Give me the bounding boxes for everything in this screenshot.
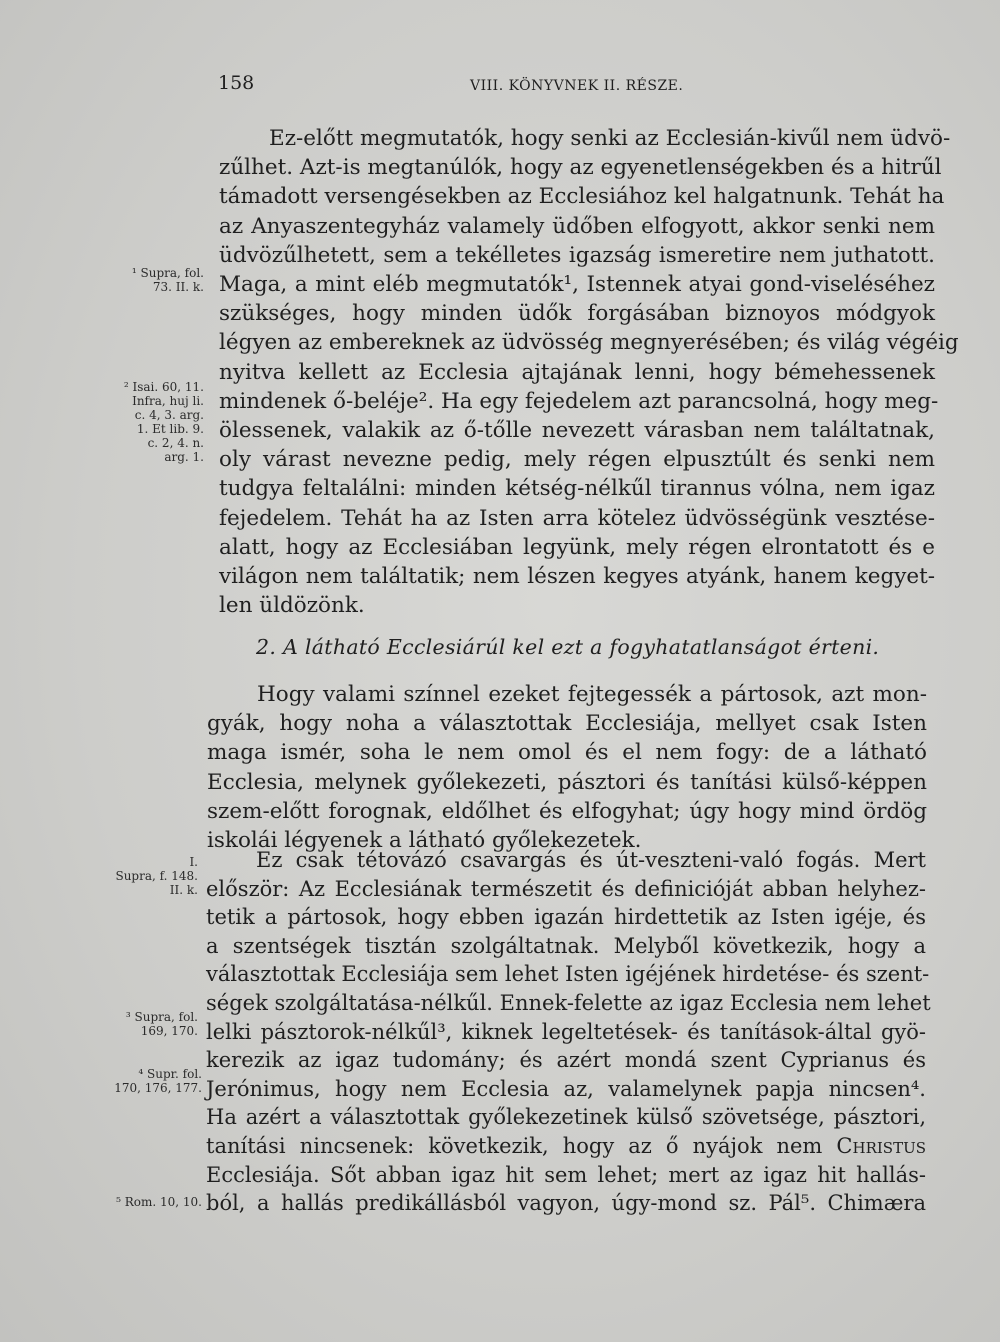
text-line: nyitva kellett az Ecclesia ajtajának lenni, hogy bémehessenek [219, 359, 935, 385]
text-line: Ecclesiája. Sőt abban igaz hit sem lehet; mert az igaz hit hallás- [206, 1162, 926, 1187]
margin-note: I. Supra, f. 148. II. k. [115, 855, 198, 897]
text-fragment: tanítási nincsenek: következik, hogy az ő nyájok nem [206, 1133, 823, 1158]
text-line: légyen az embereknek az üdvösség megnyerésében; és világ végéig [219, 330, 959, 356]
text-line: kerezik az igaz tudomány; és azért mondá szent Cyprianus és [206, 1048, 926, 1073]
text-line: az Anyaszentegyház valamely üdőben elfogyott, akkor senki nem [219, 213, 935, 239]
page-number: 158 [218, 72, 255, 94]
text-line: világon nem találtatik; nem lészen kegyes atyánk, hanem kegyet- [219, 564, 935, 590]
margin-note: ¹ Supra, fol. 73. II. k. [131, 266, 204, 294]
paragraph-rebuttal [206, 846, 931, 1218]
text-line: Ha azért a választottak győlekezetinek külső szövetsége, pásztori, [206, 1105, 926, 1130]
text-line: tetik a pártosok, hogy ebben igazán hirdettetik az Isten igéje, és [206, 905, 926, 930]
text-line: Maga, a mint eléb megmutatók¹, Istennek atyai gond-viseléséhez [219, 272, 935, 298]
text-line: len üldözönk. [219, 593, 365, 619]
text-line: gyák, hogy noha a választottak Ecclesiája, mellyet csak Isten [207, 711, 927, 737]
text-line: ölessenek, valakik az ő-tőlle nevezett várasban nem találtatnak, [219, 418, 935, 444]
text-line: iskolái légyenek a látható győlekezetek. [207, 828, 642, 854]
text-line: mindenek ő-beléje². Ha egy fejedelem azt parancsolná, hogy meg- [219, 388, 939, 414]
text-line: Jerónimus, hogy nem Ecclesia az, valamelynek papja nincsen⁴. [206, 1076, 926, 1101]
text-line: zűlhet. Azt-is megtanúlók, hogy az egyenetlenségekben és a hitrűl [219, 155, 942, 181]
text-line: támadott versengésekben az Ecclesiához kel halgatnunk. Tehát ha [219, 184, 945, 210]
text-line: választottak Ecclesiája sem lehet Isten igéjének hirdetése- és szent- [206, 962, 930, 987]
smallcaps-word: Christus [836, 1133, 926, 1158]
text-line: üdvözűlhetett, sem a tekélletes igazság ismeretire nem juthatott. [219, 242, 935, 268]
text-line: ból, a hallás predikállásból vagyon, úgy-mond sz. Pál⁵. Chimæra [206, 1191, 926, 1216]
margin-note: ³ Supra, fol. 169, 170. [125, 1010, 198, 1038]
paragraph-objection [207, 680, 927, 855]
text-line: szem-előtt forognak, eldőlhet és elfogyhat; úgy hogy mind ördög [207, 798, 927, 824]
text-line: ségek szolgáltatása-nélkűl. Ennek-felette az igaz Ecclesia nem lehet [206, 990, 931, 1015]
text-line: Ez csak tétovázó csavargás és út-veszteni-való fogás. Mert [256, 848, 926, 872]
section-heading: 2. A látható Ecclesiárúl kel ezt a fogyhatatlanságot érteni. [256, 635, 880, 659]
text-line: szükséges, hogy minden üdők forgásában biznoyos módgyok [219, 301, 935, 327]
running-head: VIII. KÖNYVNEK II. RÉSZE. [470, 78, 684, 94]
text-line: a szentségek tisztán szolgáltatnak. Melyből következik, hogy a [206, 933, 926, 958]
text-line: fejedelem. Tehát ha az Isten arra kötelez üdvösségünk vesztése- [219, 505, 935, 531]
paragraph-intro [219, 124, 959, 620]
text-line-with-smallcaps [206, 1132, 926, 1161]
text-line: maga ismér, soha le nem omol és el nem fogy: de a látható [207, 740, 927, 766]
text-line: Hogy valami színnel ezeket fejtegessék a pártosok, azt mon- [257, 682, 927, 707]
text-line: először: Az Ecclesiának természetit és definicióját abban helyhez- [206, 876, 926, 901]
margin-note: ⁴ Supr. fol. 170, 176, 177. [114, 1067, 202, 1095]
margin-note: ⁵ Rom. 10, 10. [116, 1195, 202, 1209]
text-line: Ez-előtt megmutatók, hogy senki az Ecclesián-kivűl nem üdvö- [269, 126, 951, 151]
margin-note: ² Isai. 60, 11. Infra, huj li. c. 4, 3. arg. 1. Et lib. 9. c. 2, 4. n. arg. 1. [123, 380, 204, 464]
text-line: oly várast nevezne pedig, mely régen elpusztúlt és senki nem [219, 447, 935, 473]
text-line: alatt, hogy az Ecclesiában legyünk, mely régen elrontatott és e [219, 534, 935, 560]
text-line: tudgya feltalálni: minden kétség-nélkűl tirannus vólna, nem igaz [219, 476, 935, 502]
text-line: Ecclesia, melynek győlekezeti, pásztori és tanítási külső-képpen [207, 769, 927, 795]
text-line: lelki pásztorok-nélkűl³, kiknek legeltetések- és tanítások-által gyö- [206, 1019, 926, 1044]
